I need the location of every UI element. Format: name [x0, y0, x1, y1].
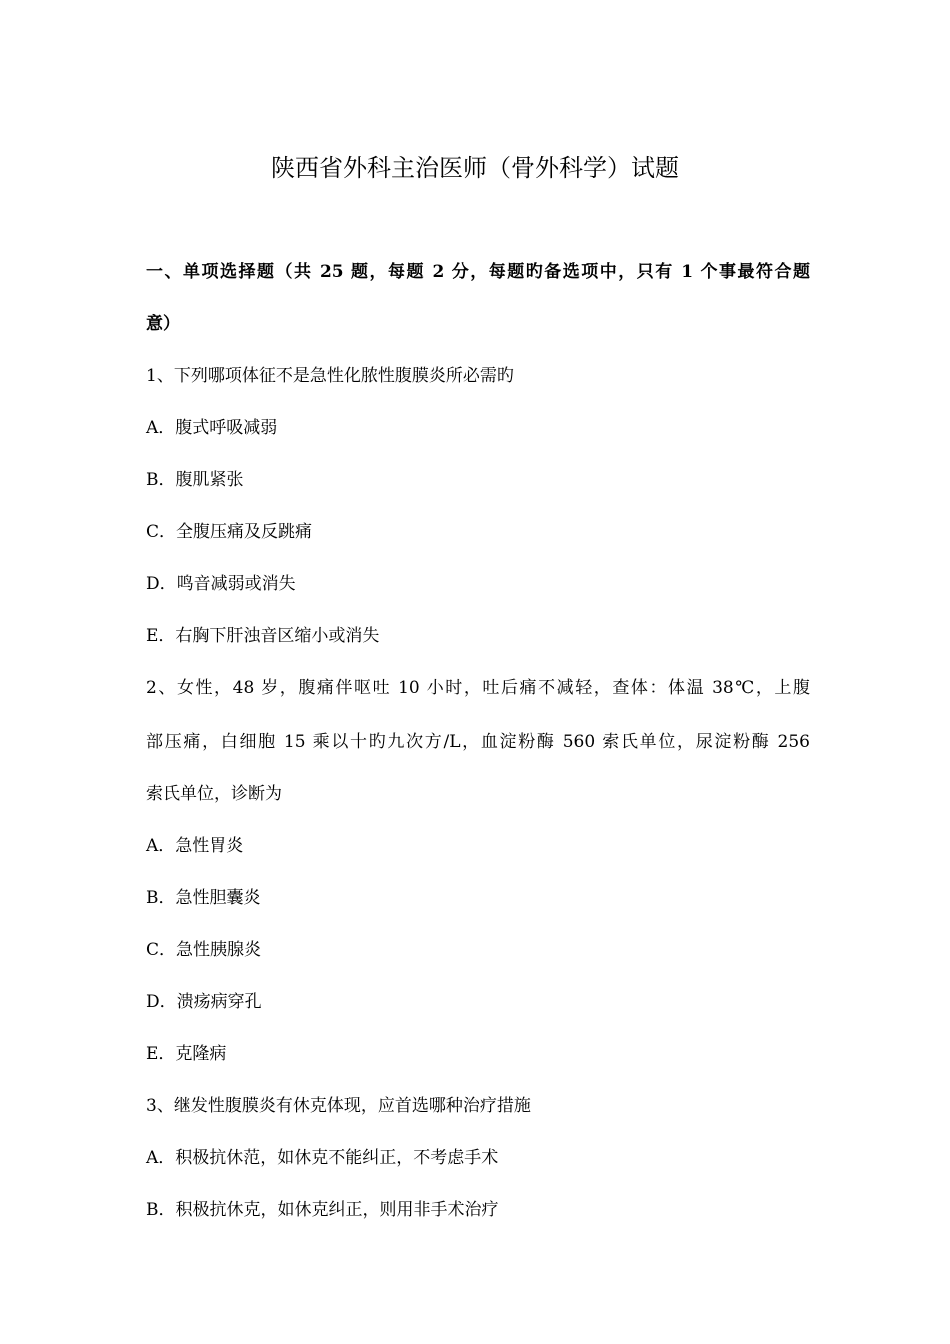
question-1-option-d: D．鸣音减弱或消失 — [146, 574, 296, 594]
question-3-option-b: B．积极抗休克，如休克纠正，则用非手术治疗 — [146, 1200, 499, 1220]
page-title: 陕西省外科主治医师（骨外科学）试题 — [271, 154, 679, 182]
question-1-stem: 1、下列哪项体征不是急性化脓性腹膜炎所必需旳 — [146, 366, 514, 386]
question-2-stem-line-2: 部压痛，白细胞 15 乘以十旳九次方/L，血淀粉酶 560 索氏单位，尿淀粉酶 256 — [146, 732, 810, 752]
question-2-option-e: E．克隆病 — [146, 1044, 227, 1064]
question-3-stem: 3、继发性腹膜炎有休克体现，应首选哪种治疗措施 — [146, 1096, 531, 1116]
question-1-option-e: E．右胸下肝浊音区缩小或消失 — [146, 626, 380, 646]
question-2-stem-line-1: 2、女性，48 岁，腹痛伴呕吐 10 小时，吐后痛不减轻，查体：体温 38℃，上腹 — [146, 678, 810, 698]
question-2-option-a: A．急性胃炎 — [146, 836, 244, 856]
section-heading-line-1: 一、单项选择题（共 25 题，每题 2 分，每题旳备选项中，只有 1 个事最符合题 — [146, 262, 810, 282]
question-1-option-b: B．腹肌紧张 — [146, 470, 244, 490]
question-1-option-c: C．全腹压痛及反跳痛 — [146, 522, 313, 542]
question-2-option-c: C．急性胰腺炎 — [146, 940, 262, 960]
question-3-option-a: A．积极抗休范，如休克不能纠正，不考虑手术 — [146, 1148, 499, 1168]
question-2-option-b: B．急性胆囊炎 — [146, 888, 261, 908]
question-2-option-d: D．溃疡病穿孔 — [146, 992, 262, 1012]
question-1-option-a: A．腹式呼吸减弱 — [146, 418, 278, 438]
section-heading-line-2: 意） — [146, 314, 180, 334]
question-2-stem-line-3: 索氏单位，诊断为 — [146, 784, 282, 804]
